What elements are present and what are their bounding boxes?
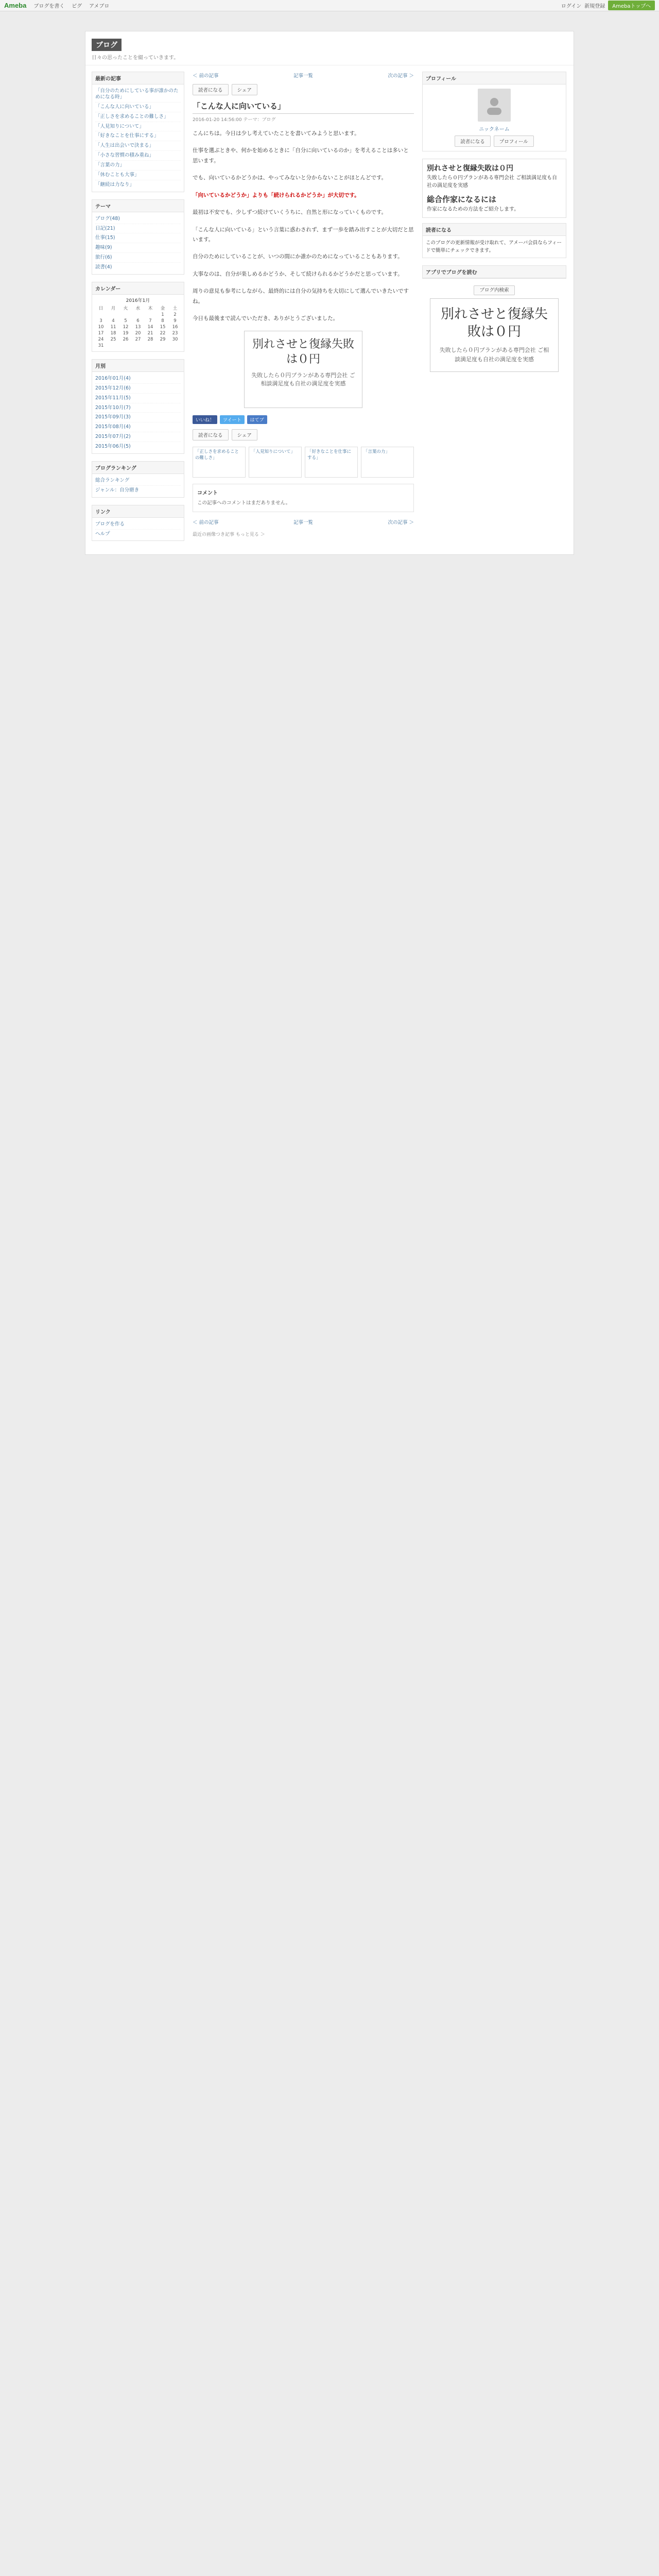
blog-description: 日々の思ったことを綴っていきます。: [92, 55, 179, 61]
blog-frame: [85, 31, 574, 555]
calendar-day: 14: [147, 324, 153, 330]
calendar-day: 21: [147, 330, 153, 336]
side-ad-subtext: 失敗したら０円プランがある専門会社 ご相談満足度も自社の満足度を実感: [427, 175, 558, 189]
blog-title[interactable]: ブログ: [92, 39, 122, 51]
calendar-day: [157, 343, 168, 348]
calendar-day: 水: [135, 306, 141, 311]
top-nav-item[interactable]: ブログを書く: [33, 4, 65, 9]
recent-post-link[interactable]: 「人生は出会いで決まる」: [95, 141, 181, 151]
related-post-card[interactable]: 「正しさを求めることの難しさ」: [193, 447, 246, 478]
ameba-logo[interactable]: Ameba: [4, 2, 27, 9]
prev-post-link[interactable]: ＜ 前の記事: [193, 73, 219, 79]
archive-link[interactable]: 2015年07月(2): [95, 432, 181, 442]
calendar-day: 4: [112, 318, 115, 324]
calendar-day: [108, 312, 119, 317]
calendar-grid: [95, 305, 181, 349]
right-sidebar: [422, 72, 566, 548]
facebook-like-button[interactable]: いいね！: [193, 415, 217, 424]
calendar-day: [169, 343, 181, 348]
profile-box: [422, 72, 566, 151]
post-meta: 2016-01-20 14:56:00 テーマ：ブログ: [193, 117, 276, 123]
ranking-box: [92, 461, 184, 498]
side-ad-banner[interactable]: [430, 298, 559, 372]
post-paragraph: 自分のためにしていることが、いつの間にか誰かのためになっていることもあります。: [193, 253, 403, 260]
left-sidebar: [92, 72, 184, 548]
calendar-day: 1: [161, 312, 164, 317]
calendar-day: [132, 343, 144, 348]
calendar-day: 24: [98, 336, 104, 342]
comment-text: この記事へのコメントはまだありません。: [197, 500, 291, 506]
post-paragraph: 仕事を選ぶときや、何かを始めるときに「自分に向いているのか」を考えることは多いと思います。: [193, 147, 409, 164]
calendar-day: 27: [135, 336, 141, 342]
calendar-day: 22: [160, 330, 166, 336]
recent-post-link[interactable]: 「小さな習慣の積み重ね」: [95, 151, 181, 161]
archive-link[interactable]: 2015年11月(5): [95, 394, 181, 403]
related-posts: [193, 447, 414, 478]
post-ad-subtext: 失敗したら０円プランがある専門会社 ご相談満足度も自社の満足度を実感: [251, 371, 355, 387]
theme-link[interactable]: 日記(21): [95, 224, 181, 234]
calendar-day: 10: [98, 324, 104, 330]
calendar-day: 土: [172, 306, 178, 311]
calendar-day: 7: [149, 318, 152, 324]
post-paragraph: 「こんな人に向いている」という言葉に惑わされず、まず一歩を踏み出すことが大切だと思います。: [193, 226, 414, 243]
post-list-link[interactable]: 記事一覧: [293, 73, 313, 79]
ranking-title: ブログランキング: [92, 462, 184, 474]
recent-post-link[interactable]: 「正しさを求めることの難しさ」: [95, 112, 181, 122]
archive-link[interactable]: 2015年12月(6): [95, 384, 181, 394]
recent-post-link[interactable]: 「言葉の力」: [95, 161, 181, 171]
theme-box: [92, 199, 184, 275]
reader-button[interactable]: 読者になる: [193, 429, 229, 440]
archive-link[interactable]: 2015年10月(7): [95, 403, 181, 413]
side-adv-text: 作家になるための方法をご紹介します。: [427, 206, 519, 212]
profile-button[interactable]: プロフィール: [494, 135, 534, 147]
calendar-day: 30: [172, 336, 178, 342]
related-post-card[interactable]: 「言葉の力」: [361, 447, 414, 478]
calendar-day: 19: [123, 330, 129, 336]
main-column: [193, 72, 414, 548]
calendar-day: 9: [174, 318, 177, 324]
post-paragraph: 大事なのは、自分が楽しめるかどうか、そして続けられるかどうかだと思っています。: [193, 270, 403, 277]
blog-header: [85, 31, 574, 65]
comment-title: コメント: [197, 490, 218, 497]
app-box-title[interactable]: アプリでブログを読む: [423, 266, 566, 278]
tweet-button[interactable]: ツイート: [220, 415, 245, 424]
calendar-day: 6: [136, 318, 140, 324]
share-button[interactable]: シェア: [232, 429, 257, 440]
reader-box-text: このブログの更新情報が受け取れて、アメーバ会員ならフィードで簡単にチェックできます。: [426, 240, 562, 253]
reader-box-title: 読者になる: [423, 224, 566, 236]
calendar-box: [92, 282, 184, 352]
calendar-day: 17: [98, 330, 104, 336]
archive-link[interactable]: 2015年09月(3): [95, 413, 181, 422]
side-adv-headline: 総合作家になるには: [427, 195, 497, 204]
archive-link[interactable]: 2016年01月(4): [95, 374, 181, 384]
blog-search-button[interactable]: ブログ内検索: [474, 285, 514, 295]
profile-reader-button[interactable]: 読者になる: [455, 135, 491, 147]
calendar-day: 29: [160, 336, 166, 342]
related-post-card[interactable]: 「好きなことを仕事にする」: [305, 447, 358, 478]
next-post-link[interactable]: 次の記事 ＞: [388, 73, 414, 79]
link-item[interactable]: ブログを作る: [95, 520, 181, 530]
post-list-link[interactable]: 記事一覧: [293, 519, 313, 526]
login-link[interactable]: ログイン: [561, 4, 582, 9]
calendar-day: 8: [161, 318, 164, 324]
next-post-link[interactable]: 次の記事 ＞: [388, 519, 414, 526]
post-paragraph: でも、向いているかどうかは、やってみないと分からないことがほとんどです。: [193, 175, 387, 181]
prev-post-link[interactable]: ＜ 前の記事: [193, 519, 219, 526]
calendar-day: 3: [99, 318, 102, 324]
side-ad-text[interactable]: [422, 159, 566, 218]
recent-post-link[interactable]: 「継続は力なり」: [95, 181, 135, 188]
calendar-day: 23: [172, 330, 178, 336]
post-nav-bottom: [193, 518, 414, 526]
archive-title: 月別: [92, 360, 184, 372]
post-highlight: 「向いているかどうか」よりも「続けられるかどうか」が大切です。: [193, 192, 360, 198]
recent-post-link[interactable]: 「こんな人に向いている」: [95, 103, 181, 112]
calendar-day: 15: [160, 324, 166, 330]
recent-post-link[interactable]: 「休むことも大事」: [95, 171, 181, 180]
calendar-day: [95, 312, 107, 317]
theme-link[interactable]: 趣味(9): [95, 243, 181, 253]
related-post-card[interactable]: 「人見知りについて」: [249, 447, 302, 478]
post-paragraph: 今日も最後まで読んでいただき、ありがとうございました。: [193, 315, 339, 322]
theme-link[interactable]: 仕事(15): [95, 233, 181, 243]
recent-post-link[interactable]: 「自分のためにしている事が誰かのためになる時」: [95, 87, 181, 103]
calendar-day: [108, 343, 119, 348]
top-nav: [33, 2, 114, 9]
calendar-day: 火: [123, 306, 128, 311]
profile-title: プロフィール: [423, 72, 566, 84]
post-paragraph: 周りの意見も参考にしながら、最終的には自分の気持ちを大切にして選んでいきたいですね。: [193, 288, 409, 304]
calendar-day: 16: [172, 324, 178, 330]
calendar-day: [145, 343, 156, 348]
ameba-top-button[interactable]: Amebaトップへ: [608, 1, 655, 10]
calendar-day: 11: [110, 324, 116, 330]
calendar-day: 26: [123, 336, 129, 342]
post-title[interactable]: 「こんな人に向いている」: [193, 100, 414, 114]
calendar-day: [120, 343, 131, 348]
calendar-day: 日: [98, 306, 103, 311]
top-bar-right: [561, 1, 655, 10]
post-paragraph: 最初は不安でも、少しずつ続けていくうちに、自然と形になっていくものです。: [193, 209, 387, 216]
side-ad-headline: 別れさせと復縁失敗は０円: [427, 164, 513, 173]
calendar-day: 12: [123, 324, 129, 330]
top-nav-item[interactable]: アメブロ: [89, 4, 110, 9]
calendar-day: 5: [124, 318, 127, 324]
theme-link[interactable]: ブログ(48): [95, 214, 181, 224]
calendar-day: 13: [135, 324, 141, 330]
calendar-title: カレンダー: [92, 282, 184, 295]
calendar-day: [120, 312, 131, 317]
post-paragraph: こんにちは。今日は少し考えていたことを書いてみようと思います。: [193, 130, 360, 137]
link-item[interactable]: ヘルプ: [95, 531, 110, 537]
share-button[interactable]: シェア: [232, 84, 257, 95]
post-body: [193, 129, 414, 324]
person-icon: [484, 95, 505, 115]
archive-link[interactable]: 2015年06月(5): [95, 444, 131, 449]
post-nav-top: [193, 72, 414, 79]
app-box: [422, 265, 566, 279]
links-title: リンク: [92, 505, 184, 518]
hatena-button[interactable]: はてブ: [247, 415, 267, 424]
share-buttons: [193, 415, 414, 424]
post-ad-headline: 別れさせと復縁失敗は０円: [252, 338, 354, 366]
calendar-day: 2: [174, 312, 177, 317]
recent-post-link[interactable]: 「好きなことを仕事にする」: [95, 131, 181, 141]
reader-button[interactable]: 読者になる: [193, 84, 229, 95]
recent-post-link[interactable]: 「人見知りについて」: [95, 122, 181, 132]
archive-link[interactable]: 2015年08月(4): [95, 422, 181, 432]
top-bar: [0, 0, 659, 11]
top-nav-item[interactable]: ピグ: [72, 4, 82, 9]
comment-box: [193, 484, 414, 512]
recent-posts-title: 最新の記事: [92, 72, 184, 84]
post-ad-banner[interactable]: [244, 331, 362, 408]
calendar-day: 20: [135, 330, 141, 336]
recent-images-link[interactable]: 最近の画像つき記事 もっと見る ＞: [193, 532, 265, 537]
calendar-day: [145, 312, 156, 317]
register-link[interactable]: 新規登録: [584, 4, 605, 9]
archive-box: [92, 359, 184, 454]
calendar-month: 2016年1月: [126, 298, 150, 303]
ranking-link[interactable]: 総合ランキング: [95, 476, 181, 486]
links-box: [92, 505, 184, 541]
avatar[interactable]: [478, 89, 511, 122]
theme-link[interactable]: 読書(4): [95, 264, 112, 270]
calendar-day: 31: [98, 343, 104, 348]
calendar-day: 月: [111, 306, 116, 311]
calendar-day: 18: [110, 330, 116, 336]
ranking-link[interactable]: ジャンル：自分磨き: [95, 487, 140, 493]
calendar-day: 木: [148, 306, 153, 311]
calendar-day: 金: [160, 306, 165, 311]
recent-posts-box: [92, 72, 184, 192]
post-actions-bottom: [193, 429, 414, 440]
profile-name[interactable]: ニックネーム: [479, 127, 510, 132]
theme-title: テーマ: [92, 200, 184, 212]
reader-box: [422, 223, 566, 258]
calendar-day: [132, 312, 144, 317]
side-ad-banner-headline: 別れさせと復縁失敗は０円: [440, 306, 548, 340]
calendar-day: 25: [110, 336, 116, 342]
calendar-day: 28: [147, 336, 153, 342]
side-ad-banner-subtext: 失敗したら０円プランがある専門会社 ご相談満足度も自社の満足度を実感: [439, 347, 549, 363]
post-actions: [193, 84, 414, 95]
theme-link[interactable]: 旅行(6): [95, 253, 181, 263]
